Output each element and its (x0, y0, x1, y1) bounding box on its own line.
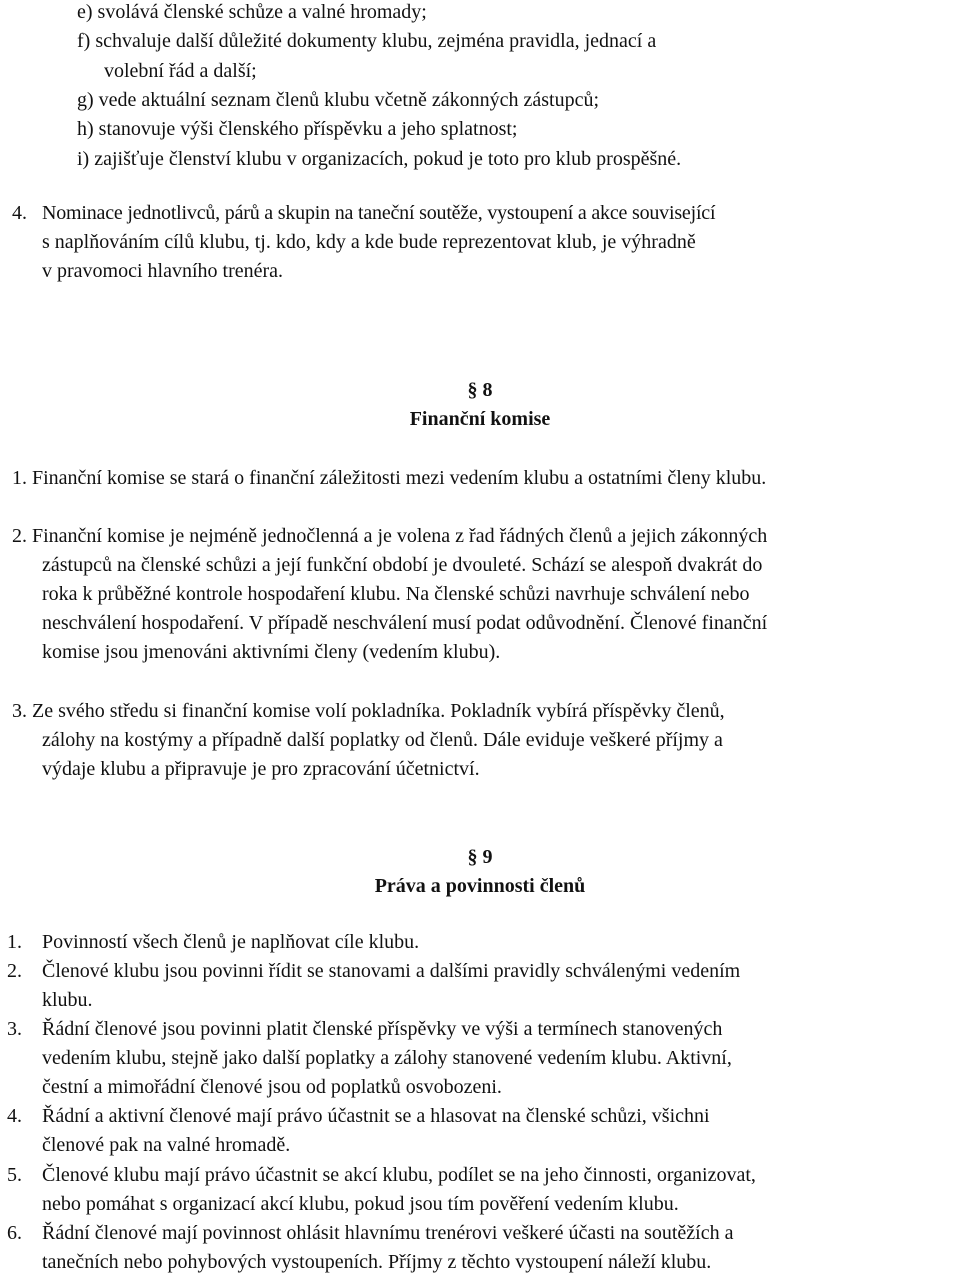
section-8-paragraph-2-line-2: zástupců na členské schůzi a její funkční období je dvouleté. Schází se alespoň dvakrát do (42, 554, 763, 576)
section-9-item-3-line-1: Řádní členové jsou povinni platit členské příspěvky ve výši a termínech stanovených (42, 1018, 723, 1040)
item-4-line-2: s naplňováním cílů klubu, tj. kdo, kdy a kde bude reprezentovat klub, je výhradně (42, 231, 696, 253)
section-8-paragraph-2-line-1: 2. Finanční komise je nejméně jednočlenná a je volena z řad řádných členů a jejich zákonných (12, 525, 768, 547)
section-8-paragraph-2-line-4: neschválení hospodaření. V případě neschválení musí podat odůvodnění. Členové finanční (42, 612, 768, 634)
section-9-item-2-line-1: Členové klubu jsou povinni řídit se stanovami a dalšími pravidly schválenými vedením (42, 960, 741, 982)
item-4-line-3: v pravomoci hlavního trenéra. (42, 260, 284, 282)
section-9-item-6-line-2: tanečních nebo pohybových vystoupeních. Příjmy z těchto vystoupení náleží klubu. (42, 1251, 712, 1273)
section-8-title: Finanční komise (409, 408, 551, 430)
list-item-h: h) stanovuje výši členského příspěvku a jeho splatnost; (77, 118, 518, 140)
section-9-item-5-line-2: nebo pomáhat s organizací akcí klubu, pokud jsou tím pověření vedením klubu. (42, 1193, 679, 1215)
section-9-item-5-number: 5. (7, 1164, 22, 1186)
section-9-item-4-line-2: členové pak na valné hromadě. (42, 1134, 291, 1156)
section-9-number: § 9 (467, 846, 493, 868)
list-item-f-cont: volební řád a další; (104, 60, 257, 82)
item-4-number: 4. (12, 202, 27, 224)
section-8-number: § 8 (467, 379, 493, 401)
section-9-item-1-number: 1. (7, 931, 22, 953)
section-8-paragraph-3-line-2: zálohy na kostýmy a případně další poplatky od členů. Dále eviduje veškeré příjmy a (42, 729, 723, 751)
section-9-item-5-line-1: Členové klubu mají právo účastnit se akcí klubu, podílet se na jeho činnosti, organizovat, (42, 1164, 756, 1186)
list-item-e: e) svolává členské schůze a valné hromady; (77, 1, 427, 23)
section-8-paragraph-3-line-3: výdaje klubu a připravuje je pro zpracování účetnictví. (42, 758, 480, 780)
section-9-title: Práva a povinnosti členů (374, 875, 586, 897)
section-9-item-4-number: 4. (7, 1105, 22, 1127)
section-9-item-3-number: 3. (7, 1018, 22, 1040)
item-4-line-1: Nominace jednotlivců, párů a skupin na taneční soutěže, vystoupení a akce související (42, 202, 716, 224)
list-item-g: g) vede aktuální seznam členů klubu včetně zákonných zástupců; (77, 89, 600, 111)
section-9-item-6-line-1: Řádní členové mají povinnost ohlásit hlavnímu trenérovi veškeré účasti na soutěžích a (42, 1222, 734, 1244)
section-8-paragraph-1: 1. Finanční komise se stará o finanční záležitosti mezi vedením klubu a ostatními členy klubu. (12, 467, 767, 489)
section-8-paragraph-2-line-3: roka k průběžné kontrole hospodaření klubu. Na členské schůzi navrhuje schválení nebo (42, 583, 750, 605)
section-9-item-2-line-2: klubu. (42, 989, 93, 1011)
list-item-i: i) zajišťuje členství klubu v organizacích, pokud je toto pro klub prospěšné. (77, 148, 682, 170)
section-8-paragraph-2-line-5: komise jsou jmenováni aktivními členy (vedením klubu). (42, 641, 501, 663)
section-9-item-2-number: 2. (7, 960, 22, 982)
section-9-item-4-line-1: Řádní a aktivní členové mají právo účastnit se a hlasovat na členské schůzi, všichni (42, 1105, 710, 1127)
section-9-item-3-line-3: čestní a mimořádní členové jsou od poplatků osvobozeni. (42, 1076, 502, 1098)
section-9-item-6-number: 6. (7, 1222, 22, 1244)
list-item-f: f) schvaluje další důležité dokumenty klubu, zejména pravidla, jednací a (77, 30, 657, 52)
section-9-item-3-line-2: vedením klubu, stejně jako další poplatky a zálohy stanovené vedením klubu. Aktivní, (42, 1047, 732, 1069)
section-9-item-1-line-1: Povinností všech členů je naplňovat cíle klubu. (42, 931, 420, 953)
section-8-paragraph-3-line-1: 3. Ze svého středu si finanční komise volí pokladníka. Pokladník vybírá příspěvky členů, (12, 700, 725, 722)
